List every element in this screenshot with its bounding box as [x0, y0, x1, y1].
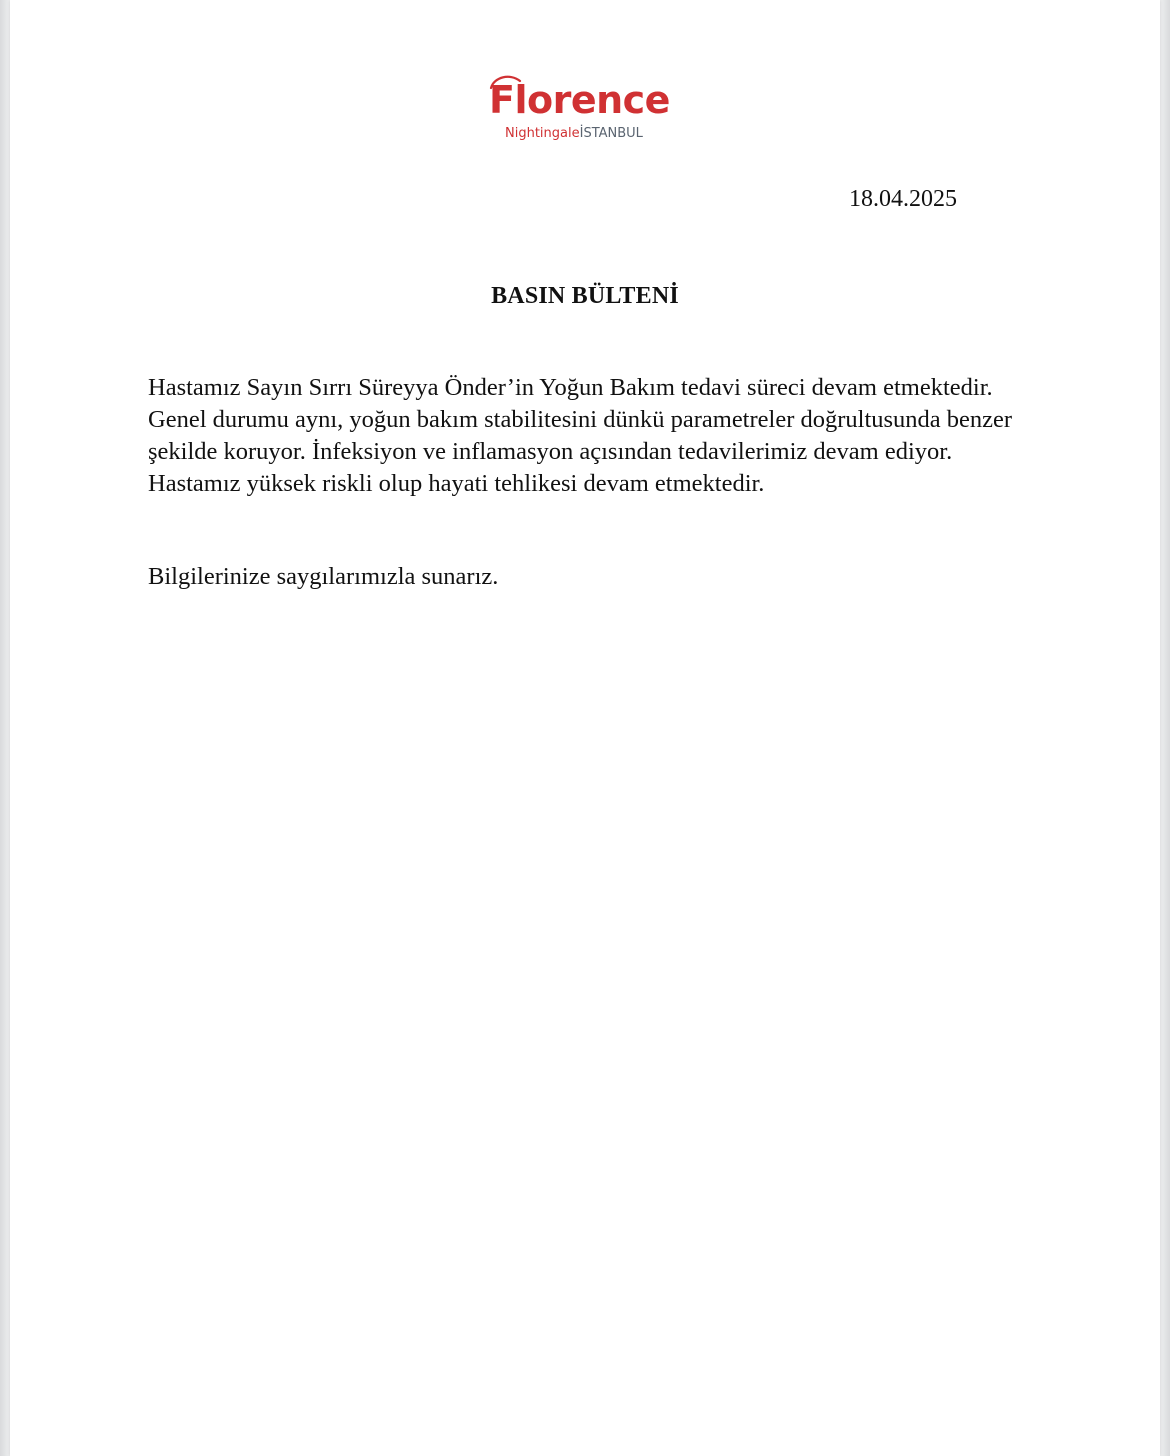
viewer-left-edge [0, 0, 10, 1456]
logo-subtitle-right: İSTANBUL [579, 126, 643, 141]
logo-subtitle [505, 126, 643, 142]
document-body-paragraph: Hastamız Sayın Sırrı Süreyya Önder’in Yoğun Bakım tedavi süreci devam etmektedir. Genel durumu aynı, yoğun bakım stabilitesini dünkü parametreler doğrultusunda benzer şekilde koruyor. İnfeksiyon ve inflamasyon açısından tedavilerimiz devam ediyor. Hastamız yüksek riskli olup hayati tehlikesi devam etmektedir. [148, 374, 1013, 497]
logo-subtitle-left: Nightingale [505, 126, 580, 141]
document-closing-line: Bilgilerinize saygılarımızla sunarız. [148, 563, 499, 590]
document-date: 18.04.2025 [849, 186, 957, 212]
florence-nightingale-logo [486, 72, 686, 148]
logo-brand-text: Florence [489, 78, 670, 122]
document-title: BASIN BÜLTENİ [491, 283, 679, 309]
viewer-right-edge [1160, 0, 1170, 1456]
document-page [10, 0, 1160, 1456]
